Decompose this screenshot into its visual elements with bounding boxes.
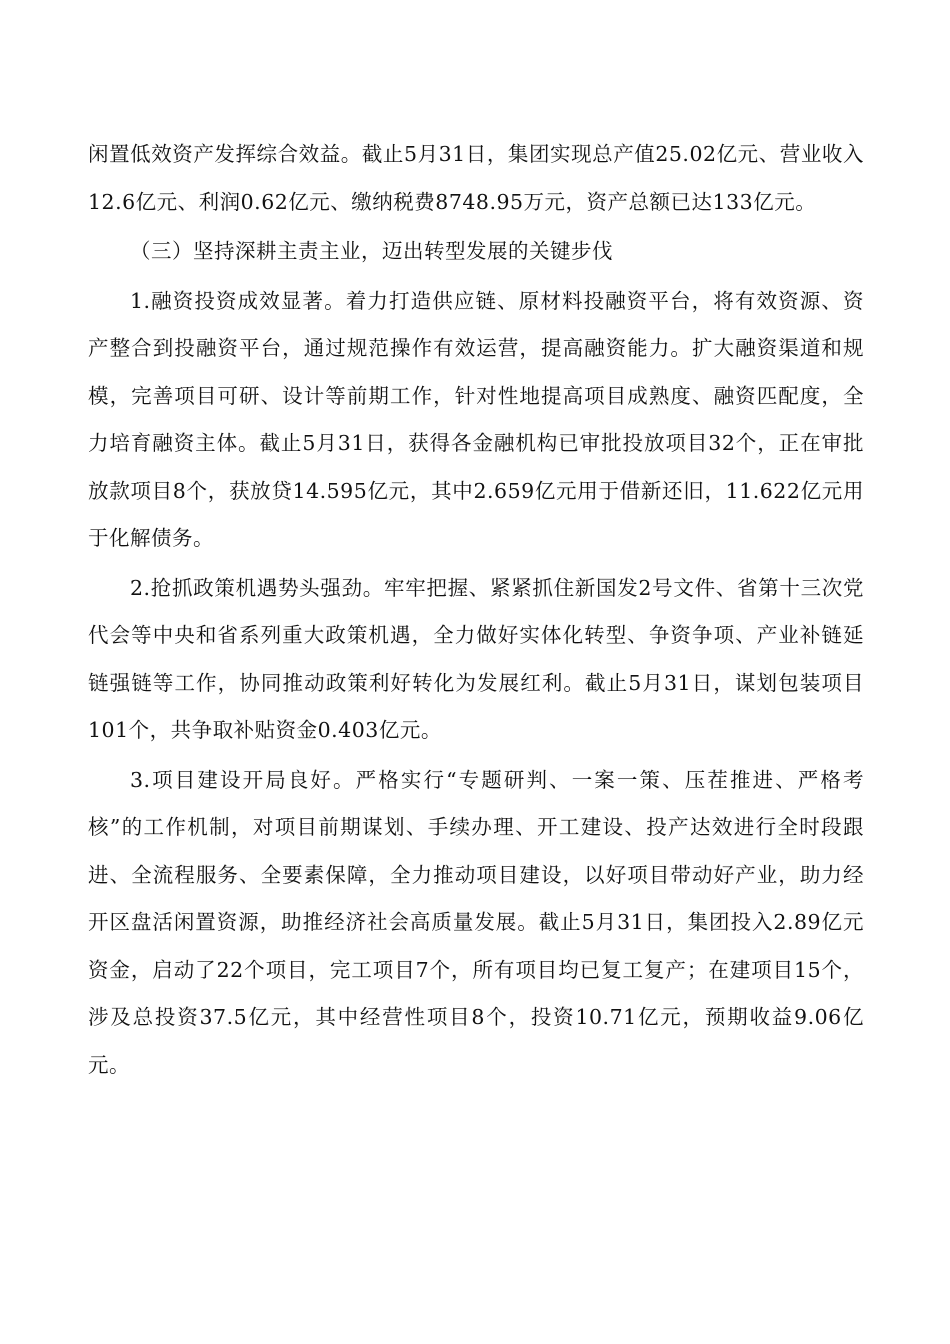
paragraph-continuation: 闲置低效资产发挥综合效益。截止5月31日，集团实现总产值25.02亿元、营业收入12.6亿元、利润0.62亿元、缴纳税费8748.95万元，资产总额已达133亿元。 <box>88 142 864 214</box>
paragraph-policy: 2.抢抓政策机遇势头强劲。牢牢把握、紧紧抓住新国发2号文件、省第十三次党代会等中央和省系列重大政策机遇，全力做好实体化转型、争资争项、产业补链延链强链等工作，协同推动政策利好转化为发展红利。截止5月31日，谋划包装项目101个，共争取补贴资金0.403亿元。 <box>88 575 864 742</box>
paragraph-projects: 3.项目建设开局良好。严格实行“专题研判、一案一策、压茬推进、严格考核”的工作机制，对项目前期谋划、手续办理、开工建设、投产达效进行全时段跟进、全流程服务、全要素保障，全力推动项目建设，以好项目带动好产业，助力经开区盘活闲置资源，助推经济社会高质量发展。截止5月31日，集团投入2.89亿元资金，启动了22个项目，完工项目7个，所有项目均已复工复产；在建项目15个，涉及总投资37.5亿元，其中经营性项目8个，投资10.71亿元，预期收益9.06亿元。 <box>88 767 864 1077</box>
section-heading: （三）坚持深耕主责主业，迈出转型发展的关键步伐 <box>130 239 613 263</box>
document-body <box>88 131 864 1091</box>
paragraph-financing: 1.融资投资成效显著。着力打造供应链、原材料投融资平台，将有效资源、资产整合到投融资平台，通过规范操作有效运营，提高融资能力。扩大融资渠道和规模，完善项目可研、设计等前期工作，针对性地提高项目成熟度、融资匹配度，全力培育融资主体。截止5月31日，获得各金融机构已审批投放项目32个，正在审批放款项目8个，获放贷14.595亿元，其中2.659亿元用于借新还旧，11.622亿元用于化解债务。 <box>88 288 864 550</box>
